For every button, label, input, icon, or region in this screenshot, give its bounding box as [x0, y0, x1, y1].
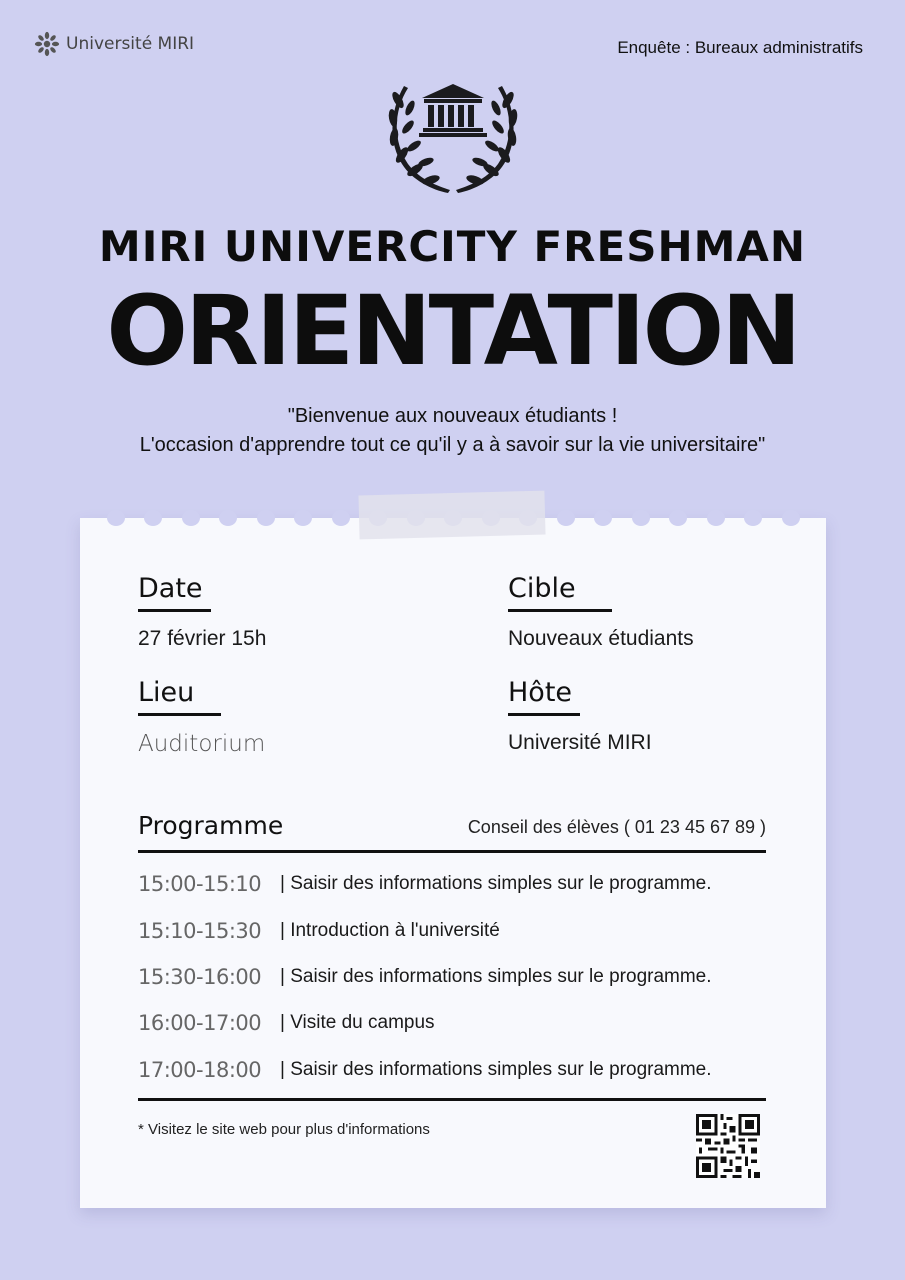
hole: [632, 510, 650, 526]
hole: [144, 510, 162, 526]
schedule-time: 15:00-15:10: [138, 872, 262, 896]
schedule-row: [138, 1008, 435, 1038]
schedule-desc: | Saisir des informations simples sur le programme.: [280, 1059, 712, 1080]
hole: [744, 510, 762, 526]
hole: [257, 510, 275, 526]
programme-header: [138, 811, 766, 851]
schedule-time: 15:10-15:30: [138, 919, 262, 943]
schedule-time: 15:30-16:00: [138, 965, 262, 989]
schedule-time: 17:00-18:00: [138, 1058, 262, 1082]
schedule-desc: | Introduction à l'université: [280, 920, 500, 941]
date-value: 27 février 15h: [138, 627, 267, 650]
schedule-row: [138, 869, 712, 899]
qr-code-icon[interactable]: [696, 1114, 760, 1178]
info-card: [80, 518, 826, 1208]
schedule-desc: | Saisir des informations simples sur le programme.: [280, 966, 712, 987]
quote-line-2: L'occasion d'apprendre tout ce qu'il y a à savoir sur la vie universitaire": [139, 434, 766, 456]
hole: [107, 510, 125, 526]
place-label: Lieu: [138, 677, 195, 708]
place-field: [138, 676, 265, 757]
hole: [707, 510, 725, 526]
schedule-time: 16:00-17:00: [138, 1011, 262, 1035]
hole: [294, 510, 312, 526]
programme-top-rule: [138, 850, 766, 853]
host-value: Université MIRI: [508, 731, 652, 754]
host-underline: [508, 713, 580, 716]
schedule-row: [138, 1055, 712, 1085]
target-field: [508, 572, 694, 651]
university-laurel-emblem: [386, 80, 520, 194]
hole: [219, 510, 237, 526]
schedule-desc: | Saisir des informations simples sur le programme.: [280, 873, 712, 894]
hole: [594, 510, 612, 526]
place-value: Auditorium: [138, 731, 266, 757]
hole: [557, 510, 575, 526]
target-label: Cible: [508, 573, 576, 604]
survey-note: Enquête : Bureaux administratifs: [617, 38, 863, 57]
programme-bottom-rule: [138, 1098, 766, 1101]
university-logo[interactable]: [34, 31, 194, 57]
host-field: [508, 676, 652, 755]
date-field: [138, 572, 266, 651]
date-underline: [138, 609, 211, 612]
target-underline: [508, 609, 612, 612]
hole: [782, 510, 800, 526]
event-subtitle: MIRI UNIVERCITY FRESHMAN: [98, 222, 807, 271]
date-label: Date: [138, 573, 203, 604]
hole: [669, 510, 687, 526]
tape-strip: [358, 491, 545, 540]
brand-name: Université MIRI: [66, 34, 195, 54]
hole: [332, 510, 350, 526]
event-title: ORIENTATION: [106, 275, 799, 387]
hole: [182, 510, 200, 526]
programme-label: Programme: [138, 811, 284, 840]
flower-logo-icon: [34, 31, 60, 57]
schedule-desc: | Visite du campus: [280, 1012, 435, 1033]
schedule-row: [138, 962, 712, 992]
quote-line-1: "Bienvenue aux nouveaux étudiants !: [287, 405, 618, 427]
welcome-quote: [0, 402, 905, 460]
website-note: * Visitez le site web pour plus d'informations: [138, 1121, 430, 1138]
schedule-row: [138, 916, 500, 946]
place-underline: [138, 713, 221, 716]
target-value: Nouveaux étudiants: [508, 627, 694, 650]
programme-contact: Conseil des élèves ( 01 23 45 67 89 ): [467, 817, 766, 837]
host-label: Hôte: [508, 677, 573, 708]
